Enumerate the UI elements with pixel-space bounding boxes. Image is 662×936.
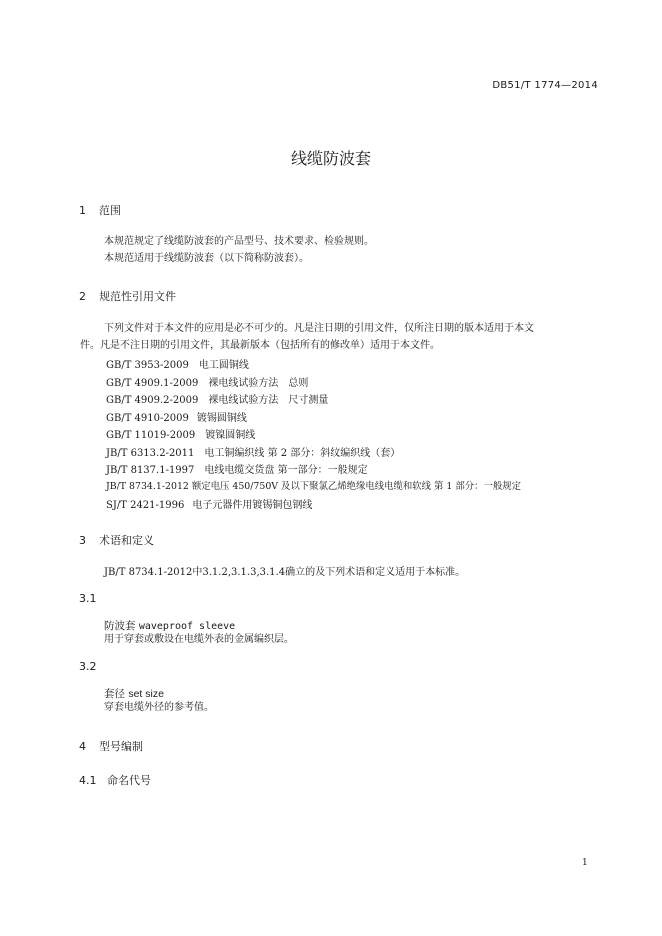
reference-code: SJ/T 2421-1996	[106, 500, 185, 511]
term-entry	[104, 618, 235, 633]
paragraph-line: 下列文件对于本文件的应用是必不可少的。凡是注日期的引用文件，仅所注日期的版本适用于本文	[104, 323, 534, 334]
reference-title: 裸电线试验方法 尺寸测量	[208, 395, 329, 406]
term-english: set size	[128, 688, 164, 700]
term-definition: 穿套电缆外径的参考值。	[104, 702, 214, 713]
reference-item	[106, 409, 247, 424]
clause-number: 3.2	[79, 660, 97, 673]
term-english: waveproof sleeve	[138, 621, 236, 632]
reference-code: GB/T 3953-2009	[106, 360, 189, 371]
reference-code: JB/T 8734.1-2012	[106, 481, 189, 492]
reference-item	[106, 391, 328, 406]
document-title: 线缆防波套	[290, 149, 371, 168]
reference-title: 额定电压 450/750V 及以下聚氯乙烯绝缘电线电缆和软线 第 1 部分：一般规定	[191, 481, 521, 492]
reference-item	[106, 444, 400, 459]
section-title: 规范性引用文件	[99, 290, 176, 303]
reference-item	[106, 374, 308, 389]
reference-item	[106, 496, 312, 511]
reference-title: 电工圆铜线	[198, 360, 249, 371]
section-1-heading	[79, 202, 121, 218]
section-title: 型号编制	[99, 740, 143, 753]
reference-title: 电子元器件用镀锡铜包钢线	[192, 500, 313, 511]
section-4-heading	[79, 738, 143, 754]
reference-item	[106, 426, 255, 441]
reference-code: JB/T 6313.2-2011	[106, 448, 195, 459]
page-number: 1	[582, 858, 588, 868]
subsection-number: 4.1	[79, 774, 97, 787]
section-number: 1	[79, 204, 86, 217]
section-3-heading	[79, 532, 154, 548]
reference-code: GB/T 4909.1-2009	[106, 378, 199, 389]
reference-title: 镀锡圆铜线	[196, 413, 247, 424]
reference-code: GB/T 11019-2009	[106, 430, 196, 441]
clause-number: 3.1	[79, 592, 97, 605]
term-chinese: 防波套	[104, 620, 136, 632]
subsection-title: 命名代号	[107, 774, 151, 787]
reference-title: 电工铜编织线 第 2 部分：斜纹编织线（套）	[204, 448, 401, 459]
section-number: 3	[79, 534, 86, 547]
reference-item	[106, 356, 249, 371]
paragraph-line: 件。凡是不注日期的引用文件，其最新版本（包括所有的修改单）适用于本文件。	[80, 340, 440, 351]
reference-title: 电线电缆交货盘 第一部分：一般规定	[204, 465, 368, 476]
section-number: 4	[79, 740, 86, 753]
paragraph: 本规范适用于线缆防波套（以下简称防波套）。	[104, 253, 309, 264]
reference-code: GB/T 4910-2009	[106, 413, 189, 424]
reference-title: 镀镍圆铜线	[205, 430, 256, 441]
reference-title: 裸电线试验方法 总则	[208, 378, 309, 389]
reference-item	[106, 478, 521, 492]
reference-code: JB/T 8137.1-1997	[106, 465, 195, 476]
document-code: DB51/T 1774—2014	[492, 80, 598, 91]
reference-code: GB/T 4909.2-2009	[106, 395, 199, 406]
term-entry	[104, 686, 164, 701]
paragraph: JB/T 8734.1-2012中3.1.2,3.1.3,3.1.4确立的及下列术语和定义适用于本标准。	[104, 567, 466, 578]
subsection-4-1-heading	[79, 772, 151, 788]
paragraph: 本规范规定了线缆防波套的产品型号、技术要求、检验规则。	[104, 236, 374, 247]
term-definition: 用于穿套或敷设在电缆外表的金属编织层。	[104, 634, 294, 645]
section-number: 2	[79, 290, 86, 303]
section-title: 范围	[99, 204, 121, 217]
section-title: 术语和定义	[99, 534, 154, 547]
reference-item	[106, 461, 368, 476]
term-chinese: 套径	[104, 688, 125, 700]
section-2-heading	[79, 288, 176, 304]
